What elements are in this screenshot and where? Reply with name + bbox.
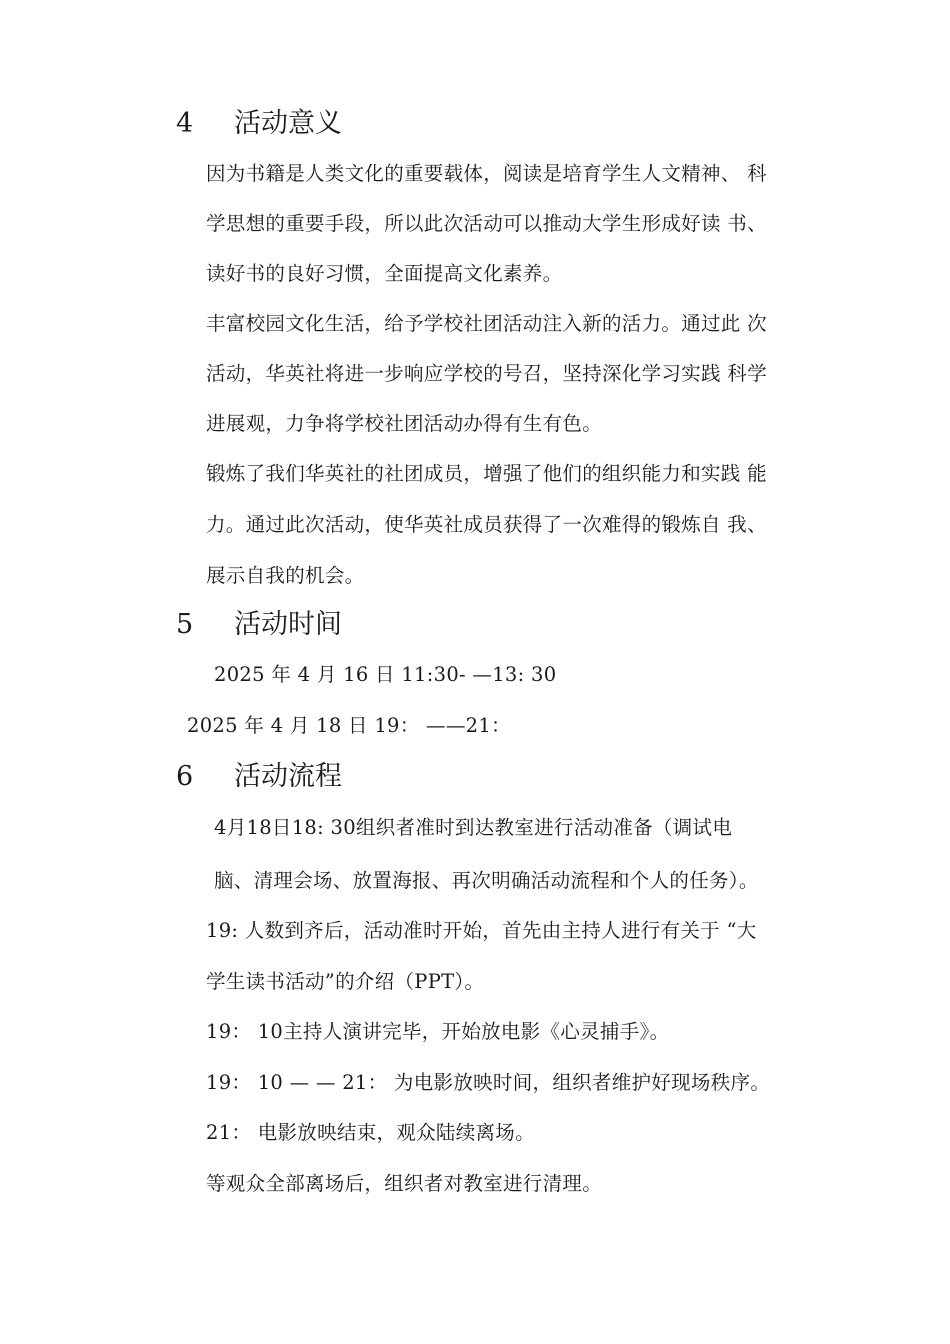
process-line: 4月18日18: 30组织者准时到达教室进行活动准备（调试电 <box>214 816 733 839</box>
schedule-line: 2025 年 4 月 18 日 19： ——21： <box>187 714 511 737</box>
paragraph-line: 展示自我的机会。 <box>206 564 365 587</box>
schedule-line: 2025 年 4 月 16 日 11:30- —13: 30 <box>214 663 557 686</box>
section-4-number: 4 <box>176 108 194 139</box>
section-5-heading <box>176 608 342 642</box>
paragraph-line: 读好书的良好习惯，全面提高文化素养。 <box>206 262 563 285</box>
process-line: 学生读书活动”的介绍（PPT）。 <box>206 970 485 993</box>
paragraph-line: 学思想的重要手段，所以此次活动可以推动大学生形成好读 书、 <box>206 212 767 235</box>
section-5-number: 5 <box>176 609 194 640</box>
section-5-title: 活动时间 <box>234 609 342 640</box>
process-line: 19： 10 — — 21： 为电影放映时间，组织者维护好现场秩序。 <box>206 1071 771 1094</box>
paragraph-line: 锻炼了我们华英社的社团成员，增强了他们的组织能力和实践 能 <box>206 462 767 485</box>
process-line: 21： 电影放映结束，观众陆续离场。 <box>206 1121 535 1144</box>
paragraph-line: 因为书籍是人类文化的重要载体，阅读是培育学生人文精神、 科 <box>206 162 767 185</box>
section-4-title: 活动意义 <box>234 108 342 139</box>
section-4-heading <box>176 107 342 141</box>
process-line: 19: 人数到齐后，活动准时开始，首先由主持人进行有关于 “大 <box>206 919 757 942</box>
section-6-heading <box>176 760 342 794</box>
process-line: 脑、清理会场、放置海报、再次明确活动流程和个人的任务）。 <box>214 869 759 892</box>
section-6-number: 6 <box>176 761 194 792</box>
section-6-title: 活动流程 <box>234 761 342 792</box>
process-line: 19： 10主持人演讲完毕，开始放电影《心灵捕手》。 <box>206 1020 670 1043</box>
process-line: 等观众全部离场后，组织者对教室进行清理。 <box>206 1172 603 1195</box>
paragraph-line: 力。通过此次活动，使华英社成员获得了一次难得的锻炼自 我、 <box>206 513 767 536</box>
paragraph-line: 丰富校园文化生活，给予学校社团活动注入新的活力。通过此 次 <box>206 312 767 335</box>
paragraph-line: 进展观，力争将学校社团活动办得有生有色。 <box>206 412 603 435</box>
paragraph-line: 活动，华英社将进一步响应学校的号召，坚持深化学习实践 科学 <box>206 362 767 385</box>
